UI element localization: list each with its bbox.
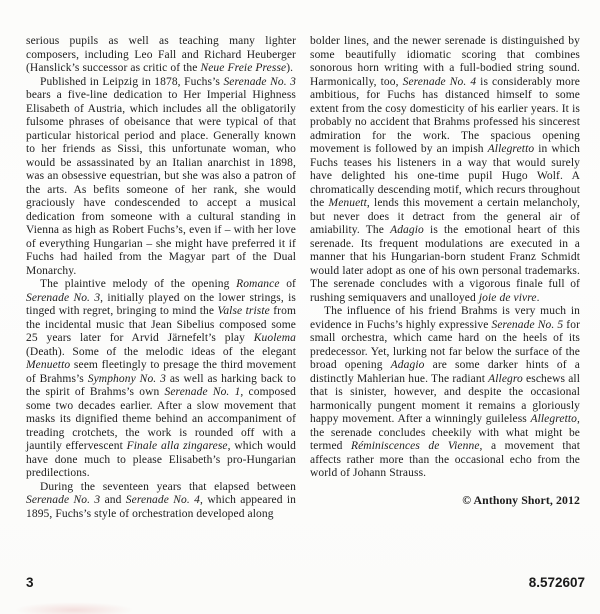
work-title: Allegretto [487,143,535,155]
work-title: Serenade No. 4 [402,75,477,88]
left-column [26,35,296,521]
work-title: Réminiscences de Vienne [350,440,480,452]
author-byline: © Anthony Short, 2012 [462,492,580,507]
paragraph: The plaintive melody of the opening Romance of Serenade No. 3, initially played on the lower strings, is tinged with regret, bringing to mind the Valse triste from the incidental music that Jean Sibelius composed some 25 years later for Arvid Järnefelt’s play Kuolema (Death). Some of the melodic ideas of the elegant Menuetto seem fleetingly to presage the third movement of Brahms’s Symphony No. 3 as well as harking back to the spirit of Brahms’s own Serenade No. 1, composed some two decades earlier. After a slow movement that masks its dignified theme behind an accompaniment of treading crotchets, the work is rounded off with a jauntily effervescent Finale alla zingarese, which would have done much to please Elisabeth’s pro-Hungarian predilections. [26,278,296,479]
paragraph: bolder lines, and the newer serenade is distinguished by some beautifully idiomatic scoring that combines sonorous horn writing with a full-bodied string sound. Harmonically, too, Serenade No. 4 is considerably more ambitious, for Fuchs has distanced himself to some extent from the cosy domesticity of his earlier years. It is probably no accident that Brahms professed his sincerest admiration for the work. The spacious opening movement is followed by an impish Allegretto in which Fuchs teases his listeners in a way that would surely have delighted his one-time pupil Hugo Wolf. A chromatically descending motif, which recurs throughout the Menuett, lends this movement a certain melancholy, but never does it detract from the general air of amiability. The Adagio is the emotional heart of this serenade. Its frequent modulations are executed in a manner that his Hungarian-born student Franz Schmidt would later adopt as one of his own personal trademarks. The serenade concludes with a vigorous finale full of rushing semiquavers and unalloyed joie de vivre. [310,35,580,304]
work-title: Serenade No. 3 [223,75,297,88]
work-title: Symphony No. 3 [87,372,166,385]
work-title: Neue Freie Presse [200,62,287,74]
work-title: Serenade No. 1 [164,386,241,398]
work-title: Finale alla zingarese [126,440,228,452]
paragraph: The influence of his friend Brahms is very much in evidence in Fuchs’s highly expressive Serenade No. 5 for small orchestra, which came hard on the heels of its predecessor. Yet, lurking not far below the surface of the broad opening Adagio are some darker hints of a distinctly Mahlerian hue. The radiant Allegro eschews all that is sinister, however, and despite the occasional harmonically pungent moment it remains a gloriously happy movement. After a winningly guileless Allegretto, the serenade concludes cheekily with what might be termed Réminiscences de Vienne, a movement that affects rather more than the occasional echo from the world of Johann Strauss. [310,305,581,479]
work-title: Serenade No. 3 [26,291,101,304]
work-title: Kuolema [253,332,296,344]
page-number: 3 [26,575,34,590]
work-title: Adagio [390,224,424,236]
work-title: Serenade No. 3 [26,494,101,506]
paragraph: serious pupils as well as teaching many lighter composers, including Leo Fall and Richard Heuberger (Hanslick’s successor as critic of the Neue Freie Presse). [26,35,296,74]
work-title: Allegro [488,372,523,385]
work-title: Allegretto [530,413,578,425]
catalog-number: 8.572607 [528,575,585,590]
work-title: Menuett [328,197,367,209]
paragraph: During the seventeen years that elapsed between Serenade No. 3 and Serenade No. 4, which appeared in 1895, Fuchs’s style of orchestration developed along [26,480,297,520]
right-column [310,35,580,521]
paragraph: Published in Leipzig in 1878, Fuchs’s Serenade No. 3 bears a five-line dedication to Her Imperial Highness Elisabeth of Austria, which includes all the obligatorily fulsome phrases of obeisance that were typical of that particular historical period and place. Generally known to her friends as Sissi, this unfortunate woman, who would be assassinated by an Italian anarchist in 1898, was an obsessive equestrian, but she was also a patron of the arts. As befits someone of her rank, she would graciously have condescended to accept a musical dedication from someone with a cultural standing in Vienna as high as Robert Fuchs’s, even if – with her love of everything Hungarian – she might have preferred it if Fuchs had hailed from the Magyar part of the Dual Monarchy. [26,75,297,277]
work-title: Romance [236,278,280,290]
work-title: Adagio [390,359,425,371]
work-title: Serenade No. 4 [125,494,201,506]
work-title: joie de vivre [478,291,537,304]
work-title: Menuetto [26,359,71,371]
work-title: Valse triste [217,305,270,317]
scan-artifact [14,602,134,614]
page-content [26,35,585,521]
work-title: Serenade No. 5 [491,318,564,331]
